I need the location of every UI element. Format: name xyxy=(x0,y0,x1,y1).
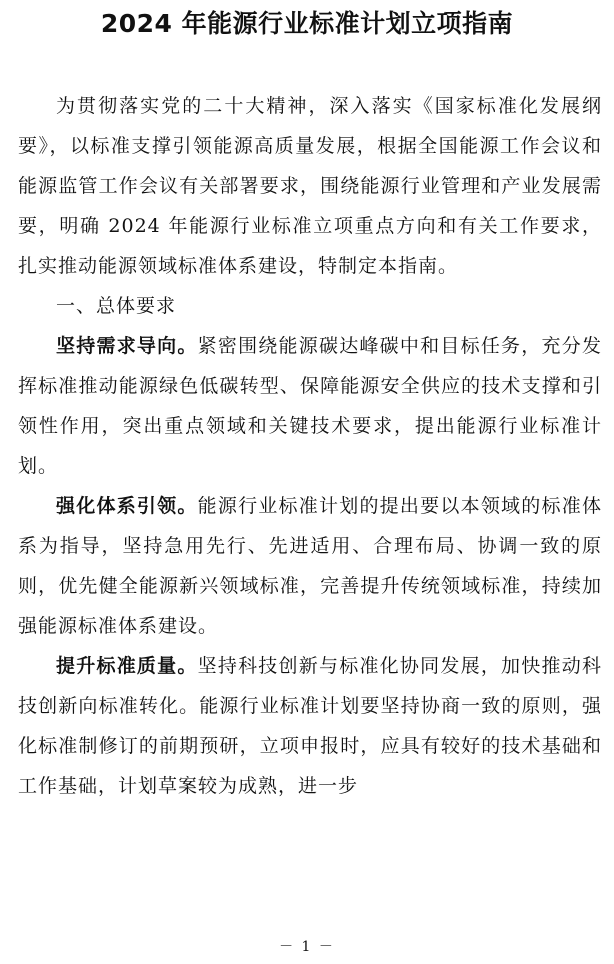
document-body xyxy=(18,86,602,806)
point-text: 紧密围绕能源碳达峰碳中和目标任务，充分发挥标准推动能源绿色低碳转型、保障能源安全供应的技术支撑和引领性作用，突出重点领域和关键技术要求，提出能源行业标准计划。 xyxy=(18,335,602,477)
point-text: 能源行业标准计划的提出要以本领域的标准体系为指导，坚持急用先行、先进适用、合理布局、协调一致的原则，优先健全能源新兴领域标准，完善提升传统领域标准，持续加强能源标准体系建设。 xyxy=(18,495,602,637)
point-paragraph xyxy=(18,646,602,806)
document-title: 2024 年能源行业标准计划立项指南 xyxy=(100,9,514,38)
point-paragraph xyxy=(18,326,602,486)
point-paragraph xyxy=(18,486,602,646)
point-text: 坚持科技创新与标准化协同发展，加快推动科技创新向标准转化。能源行业标准计划要坚持协商一致的原则，强化标准制修订的前期预研，立项申报时，应具有较好的技术基础和工作基础，计划草案较为成熟，进一步 xyxy=(18,655,602,797)
intro-paragraph: 为贯彻落实党的二十大精神，深入落实《国家标准化发展纲要》，以标准支撑引领能源高质量发展，根据全国能源工作会议和能源监管工作会议有关部署要求，围绕能源行业管理和产业发展需要，明确 2024 年能源行业标准立项重点方向和有关工作要求，扎实推动能源领域标准体系建设，特制定本指南。 xyxy=(18,95,602,277)
point-lead: 坚持需求导向。 xyxy=(56,335,198,357)
point-lead: 提升标准质量。 xyxy=(56,655,198,677)
page-number: － 1 － xyxy=(279,939,335,955)
section-heading: 一、总体要求 xyxy=(56,295,177,317)
point-lead: 强化体系引领。 xyxy=(56,495,198,517)
